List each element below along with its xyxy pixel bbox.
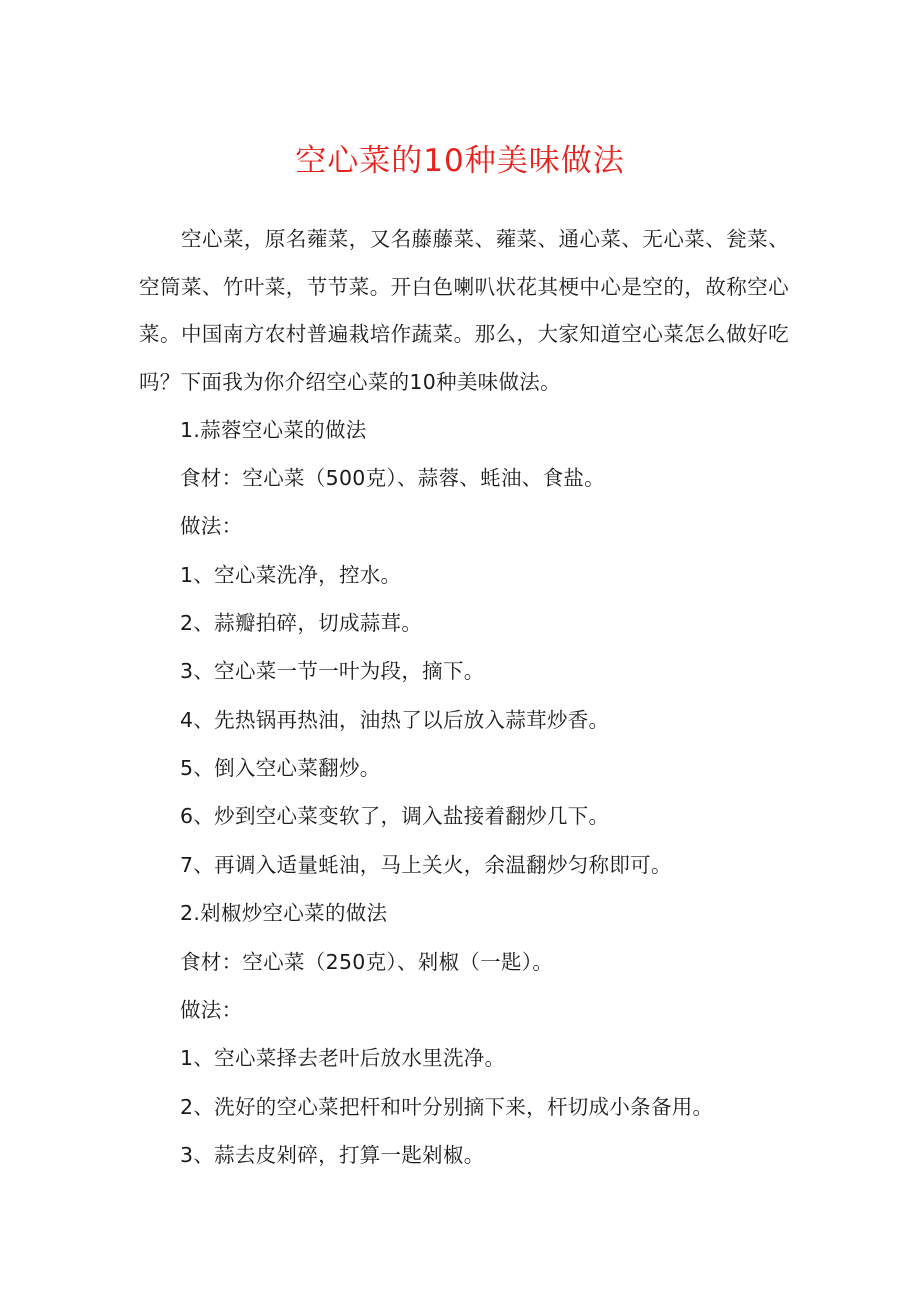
section1-step: 5、倒入空心菜翻炒。 <box>180 756 381 780</box>
section1-step: 6、炒到空心菜变软了，调入盐接着翻炒几下。 <box>180 804 610 828</box>
section1-step: 3、空心菜一节一叶为段，摘下。 <box>180 659 485 683</box>
section2-ingredients: 食材：空心菜（250克）、剁椒（一匙）。 <box>180 950 554 974</box>
section1-step: 2、蒜瓣拍碎，切成蒜茸。 <box>180 611 423 635</box>
section2-method-label: 做法： <box>180 998 243 1022</box>
section1-step: 4、先热锅再热油，油热了以后放入蒜茸炒香。 <box>180 708 610 732</box>
section2-step: 3、蒜去皮剁碎，打算一匙剁椒。 <box>180 1143 485 1167</box>
document-title: 空心菜的10种美味做法 <box>295 143 625 179</box>
section1-method-label: 做法： <box>180 514 243 538</box>
section2-heading: 2.剁椒炒空心菜的做法 <box>180 901 388 925</box>
section2-step: 2、洗好的空心菜把杆和叶分别摘下来，杆切成小条备用。 <box>180 1095 714 1119</box>
section2-step: 1、空心菜择去老叶后放水里洗净。 <box>180 1046 506 1070</box>
section1-step: 1、空心菜洗净，控水。 <box>180 563 402 587</box>
intro-paragraph: 空心菜，原名蕹菜，又名藤藤菜、蕹菜、通心菜、无心菜、瓮菜、空筒菜、竹叶菜，节节菜。开白色喇叭状花其梗中心是空的，故称空心菜。中国南方农村普遍栽培作蔬菜。那么，大家知道空心菜怎么做好吃吗？下面我为你介绍空心菜的10种美味做法。 <box>139 227 789 394</box>
section1-ingredients: 食材：空心菜（500克）、蒜蓉、蚝油、食盐。 <box>180 466 605 490</box>
section1-step: 7、再调入适量蚝油，马上关火，余温翻炒匀称即可。 <box>180 853 672 877</box>
section1-heading: 1.蒜蓉空心菜的做法 <box>180 418 367 442</box>
